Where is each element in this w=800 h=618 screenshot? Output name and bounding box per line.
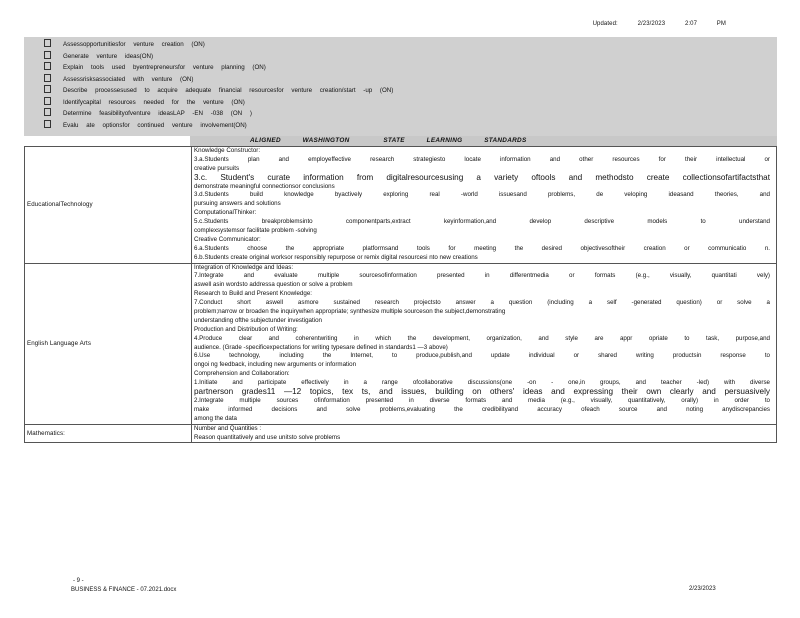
updated-label: Updated: [592, 21, 618, 27]
checkbox-icon [44, 74, 51, 82]
objective-item [44, 85, 393, 95]
objective-item [44, 51, 153, 61]
subject-cell: EducationalTechnology [25, 147, 192, 264]
standards-row [25, 147, 777, 264]
standard-line: 6.b.Students create original worksor responsibly repurpose or remix digital resourcesi nto new creations [194, 253, 478, 261]
subject-cell: Mathematics: [25, 424, 192, 443]
standards-row [25, 263, 777, 424]
standard-line: 7.Integrate and evaluate multiple sourcesofinformation presented in differentmedia or formats (e.g., visually, quantitati vely) [194, 272, 770, 280]
objective-item [44, 97, 245, 107]
learning-word: LEARNING [426, 137, 463, 144]
subject-cell: English Language Arts [25, 263, 192, 424]
checkbox-icon [44, 108, 51, 116]
checkbox-icon [44, 97, 51, 105]
checkbox-icon [44, 62, 51, 70]
updated-ampm: PM [716, 21, 726, 27]
standard-line: Production and Distribution of Writing: [194, 325, 298, 333]
standard-line: 6.a.Students choose the appropriate platformsand tools for meeting the desired objectivesoftheir creation or communicatio n. [194, 244, 770, 252]
objective-item [44, 120, 247, 130]
objective-text: Identifycapital resources needed for the venture (ON) [63, 98, 245, 106]
standard-line: among the data [194, 414, 238, 422]
checkbox-icon [44, 120, 51, 128]
page-number: - 9 - [73, 578, 84, 584]
standards-cell [192, 147, 777, 264]
standard-line: 7.Conduct short aswell asmore sustained research projectsto answer a question (including a self -generated question) or solve a [194, 299, 770, 307]
standards-cell [192, 424, 777, 443]
standard-line: audience. (Grade -specificexpectations for writing typesare defined in standards1 —3 above) [194, 343, 448, 351]
standards-table [24, 146, 777, 443]
standard-line: complexsystemsor facilitate problem -solving [194, 227, 317, 235]
objective-text: Explain tools used byentrepreneursfor venture planning (ON) [63, 64, 266, 71]
objective-text: Assessopportunitiesfor venture creation (ON) [63, 41, 205, 48]
standard-line: 5.c.Students breakproblemsinto componentparts,extract keyinformation,and develop descriptive models to understand [194, 218, 770, 226]
standard-line: ongoi ng feedback, including new arguments or information [194, 361, 357, 369]
standard-line: ComputationalThinker: [194, 209, 257, 217]
objective-item [44, 39, 205, 49]
standards-cell [192, 263, 777, 424]
document-name: BUSINESS & FINANCE - 07.2021.docx [71, 587, 177, 593]
objective-text: Describe processesused to acquire adequate financial resourcesfor venture creation/start -up (ON) [63, 87, 394, 94]
standard-line: pursuing answers and solutions [194, 200, 281, 208]
footer-left [71, 577, 176, 595]
standard-line: Comprehension and Collaboration: [194, 370, 290, 378]
standard-line: 1.Initiate and participate effectively in a range ofcollaborative discussions(one -on - one,in groups, and teacher -led) with diverse [194, 379, 770, 387]
standard-line: partnerson grades11 —12 topics, tex ts, and issues, building on others' ideas and expressing their own clearly and persuasively [194, 388, 770, 397]
standard-line: demonstrate meaningful connectionsor conclusions [194, 182, 335, 190]
standard-line: Creative Communicator: [194, 235, 261, 243]
standard-line: understanding ofthe subjectunder investigation [194, 316, 322, 324]
objective-text: Determine feasibilityofventure ideasLAP -EN -038 (ON ) [63, 110, 252, 117]
standard-line: problem;narrow or broaden the inquirywhen appropriate; synthesize multiple sourceson the subject,demonstrating [194, 308, 506, 316]
standards-row [25, 424, 777, 443]
checkbox-icon [44, 39, 51, 47]
standard-line: 2.Integrate multiple sources ofinformation presented in diverse formats and media (e.g., visually, quantitatively, orally) in order to [194, 396, 770, 404]
standards-word: STANDARDS [484, 137, 527, 144]
standard-line: 4.Produce clear and coherentwriting in which the development, organization, and style are appr opriate to task, purpose,and [194, 334, 770, 342]
checkbox-icon [44, 85, 51, 93]
standard-line: Number and Quantities : [194, 424, 262, 432]
standard-line: 3.c. Student's curate information from digitalresourcesusing a variety oftools and methodsto create collectionsofartifactsthat [194, 173, 770, 182]
updated-time: 2:07 [684, 21, 698, 27]
updated-stamp [593, 21, 726, 27]
objective-item [44, 62, 266, 72]
objective-text: Evalu ate optionsfor continued venture involvement(ON) [63, 121, 247, 129]
standard-line: 6.Use technology, including the Internet, to produce,publish,and update individual or shared writing productsin response to [194, 352, 770, 360]
standard-line: Knowledge Constructor: [194, 147, 261, 154]
standard-line: Research to Build and Present Knowledge: [194, 290, 312, 298]
aligned-word: ALIGNED [250, 137, 281, 144]
objective-text: Generate venture ideas(ON) [63, 52, 154, 60]
washington-word: WASHINGTON [302, 137, 350, 144]
standard-line: creative pursuits [194, 164, 240, 172]
state-word: STATE [383, 137, 405, 144]
standard-line: 3.d.Students build knowledge byactively exploring real -world issuesand problems, de veloping ideasand theories, and [194, 191, 770, 199]
aligned-standards-header [190, 136, 777, 146]
standard-line: Reason quantitatively and use unitsto solve problems [194, 433, 341, 441]
standard-line: aswell asin wordsto addressa question or solve a problem [194, 281, 353, 289]
footer-date: 2/23/2023 [689, 586, 716, 592]
standard-line: make informed decisions and solve problems,evaluating the credibilityand accuracy ofeach source and noting anydiscrepancies [194, 405, 770, 413]
objective-item [44, 108, 252, 118]
objective-text: Assessrisksassociated with venture (ON) [63, 75, 194, 83]
checkbox-icon [44, 51, 51, 59]
objective-item [44, 74, 193, 84]
standard-line: Integration of Knowledge and Ideas: [194, 263, 294, 271]
standard-line: 3.a.Students plan and employeffective research strategiesto locate information and other resources for their intellectual or [194, 155, 770, 163]
updated-date: 2/23/2023 [637, 21, 666, 27]
